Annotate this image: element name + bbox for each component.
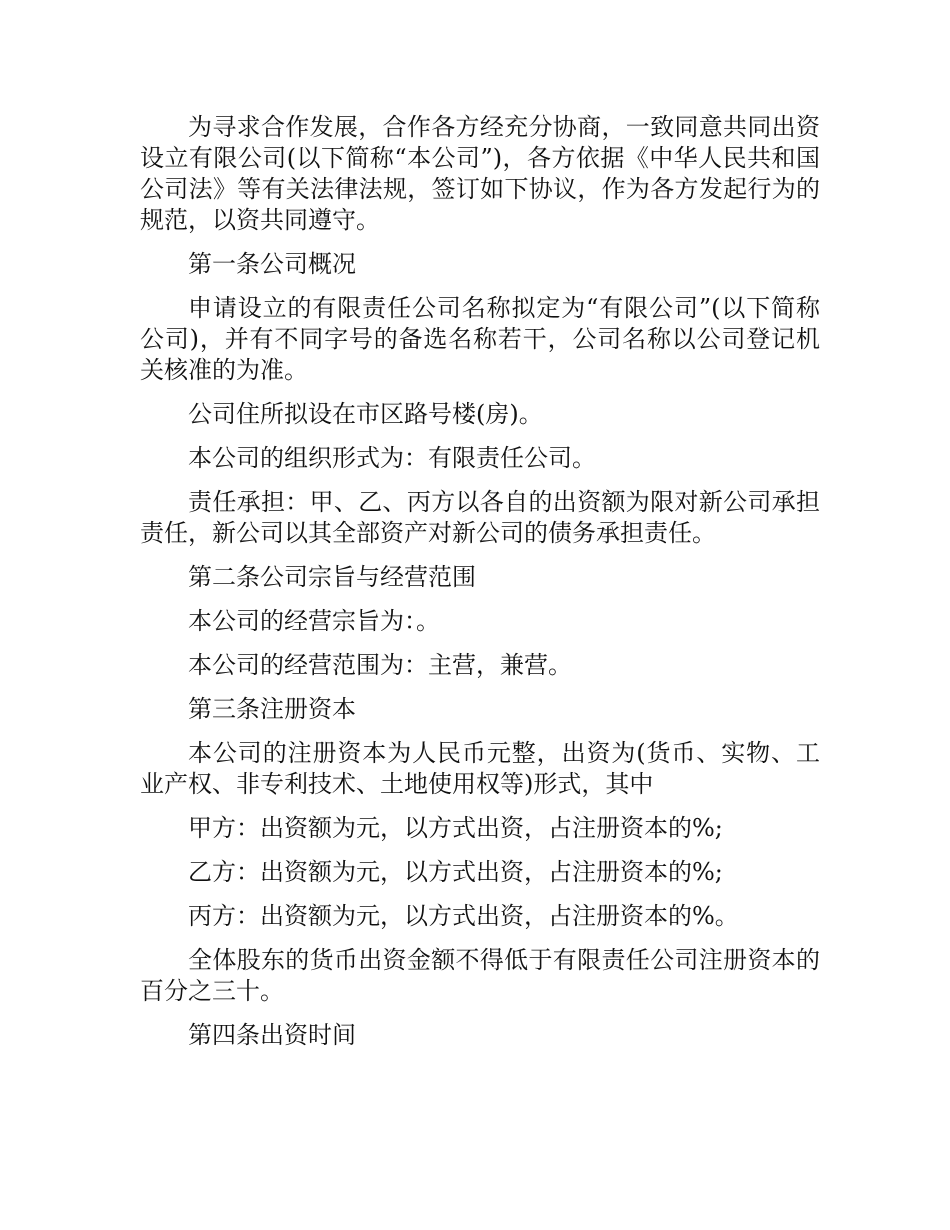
business-purpose-paragraph: 本公司的经营宗旨为：。 (188, 607, 440, 635)
party-c-contribution: 丙方：出资额为元，以方式出资，占注册资本的%。 (188, 902, 739, 930)
article-3-heading: 第三条注册资本 (188, 695, 356, 723)
company-name-paragraph: 申请设立的有限责任公司名称拟定为“有限公司”(以下简称公司)，并有不同字号的备选名称若干，公司名称以公司登记机关核准的为准。 (140, 294, 820, 384)
company-address-paragraph: 公司住所拟设在市区路号楼(房)。 (188, 400, 543, 428)
intro-paragraph: 为寻求合作发展，合作各方经充分协商，一致同意共同出资设立有限公司(以下简称“本公司”)，各方依据《中华人民共和国公司法》等有关法律法规，签订如下协议，作为各方发起行为的规范，以资共同遵守。 (140, 113, 820, 234)
business-scope-paragraph: 本公司的经营范围为：主营，兼营。 (188, 651, 572, 679)
article-2-heading: 第二条公司宗旨与经营范围 (188, 563, 476, 591)
article-4-heading: 第四条出资时间 (188, 1021, 356, 1049)
organization-form-paragraph: 本公司的组织形式为：有限责任公司。 (188, 444, 596, 472)
article-1-heading: 第一条公司概况 (188, 250, 356, 278)
cash-contribution-paragraph: 全体股东的货币出资金额不得低于有限责任公司注册资本的百分之三十。 (140, 946, 820, 1005)
party-a-contribution: 甲方：出资额为元，以方式出资，占注册资本的%; (188, 814, 723, 842)
registered-capital-paragraph: 本公司的注册资本为人民币元整，出资为(货币、实物、工业产权、非专利技术、土地使用权等)形式，其中 (140, 739, 820, 798)
liability-paragraph: 责任承担：甲、乙、丙方以各自的出资额为限对新公司承担责任，新公司以其全部资产对新公司的债务承担责任。 (140, 488, 820, 547)
document-body (140, 112, 820, 1064)
party-b-contribution: 乙方：出资额为元，以方式出资，占注册资本的%; (188, 858, 723, 886)
